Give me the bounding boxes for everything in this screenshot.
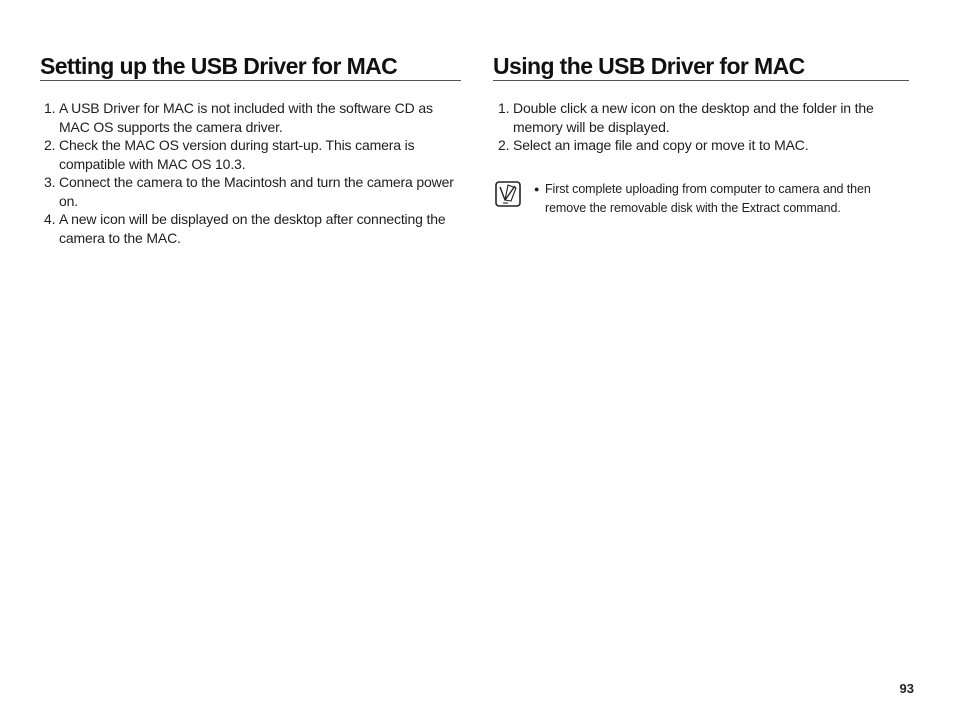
- step-text: A USB Driver for MAC is not included with the software CD as MAC OS supports the camera driver.: [59, 100, 433, 135]
- step-text: A new icon will be displayed on the desktop after connecting the camera to the MAC.: [59, 211, 446, 246]
- step-number: 1.: [44, 100, 56, 116]
- list-item: [44, 210, 461, 247]
- step-text: Check the MAC OS version during start-up. This camera is compatible with MAC OS 10.3.: [59, 137, 415, 172]
- note-pencil-icon: [495, 181, 521, 207]
- setup-steps-list: [40, 99, 461, 247]
- note-content: [534, 180, 909, 217]
- page-number: 93: [899, 681, 914, 696]
- list-item: [498, 99, 909, 136]
- bullet: ●: [534, 184, 540, 194]
- usage-steps-list: [493, 99, 909, 155]
- setup-section-title: Setting up the USB Driver for MAC: [40, 52, 461, 81]
- step-number: 2.: [44, 137, 56, 153]
- step-text: Select an image file and copy or move it to MAC.: [513, 137, 809, 153]
- step-text: Double click a new icon on the desktop and the folder in the memory will be displayed.: [513, 100, 874, 135]
- usage-section-title: Using the USB Driver for MAC: [493, 52, 909, 81]
- step-number: 4.: [44, 211, 56, 227]
- setup-section: [40, 52, 461, 247]
- note-box: [495, 180, 909, 217]
- step-number: 2.: [498, 137, 510, 153]
- list-item: [44, 173, 461, 210]
- step-number: 3.: [44, 174, 56, 190]
- step-number: 1.: [498, 100, 510, 116]
- list-item: [44, 136, 461, 173]
- step-text: Connect the camera to the Macintosh and turn the camera power on.: [59, 174, 454, 209]
- list-item: [498, 136, 909, 155]
- note-text: First complete uploading from computer to camera and then remove the removable disk with the Extract command.: [545, 182, 871, 215]
- usage-section: [493, 52, 909, 215]
- list-item: [44, 99, 461, 136]
